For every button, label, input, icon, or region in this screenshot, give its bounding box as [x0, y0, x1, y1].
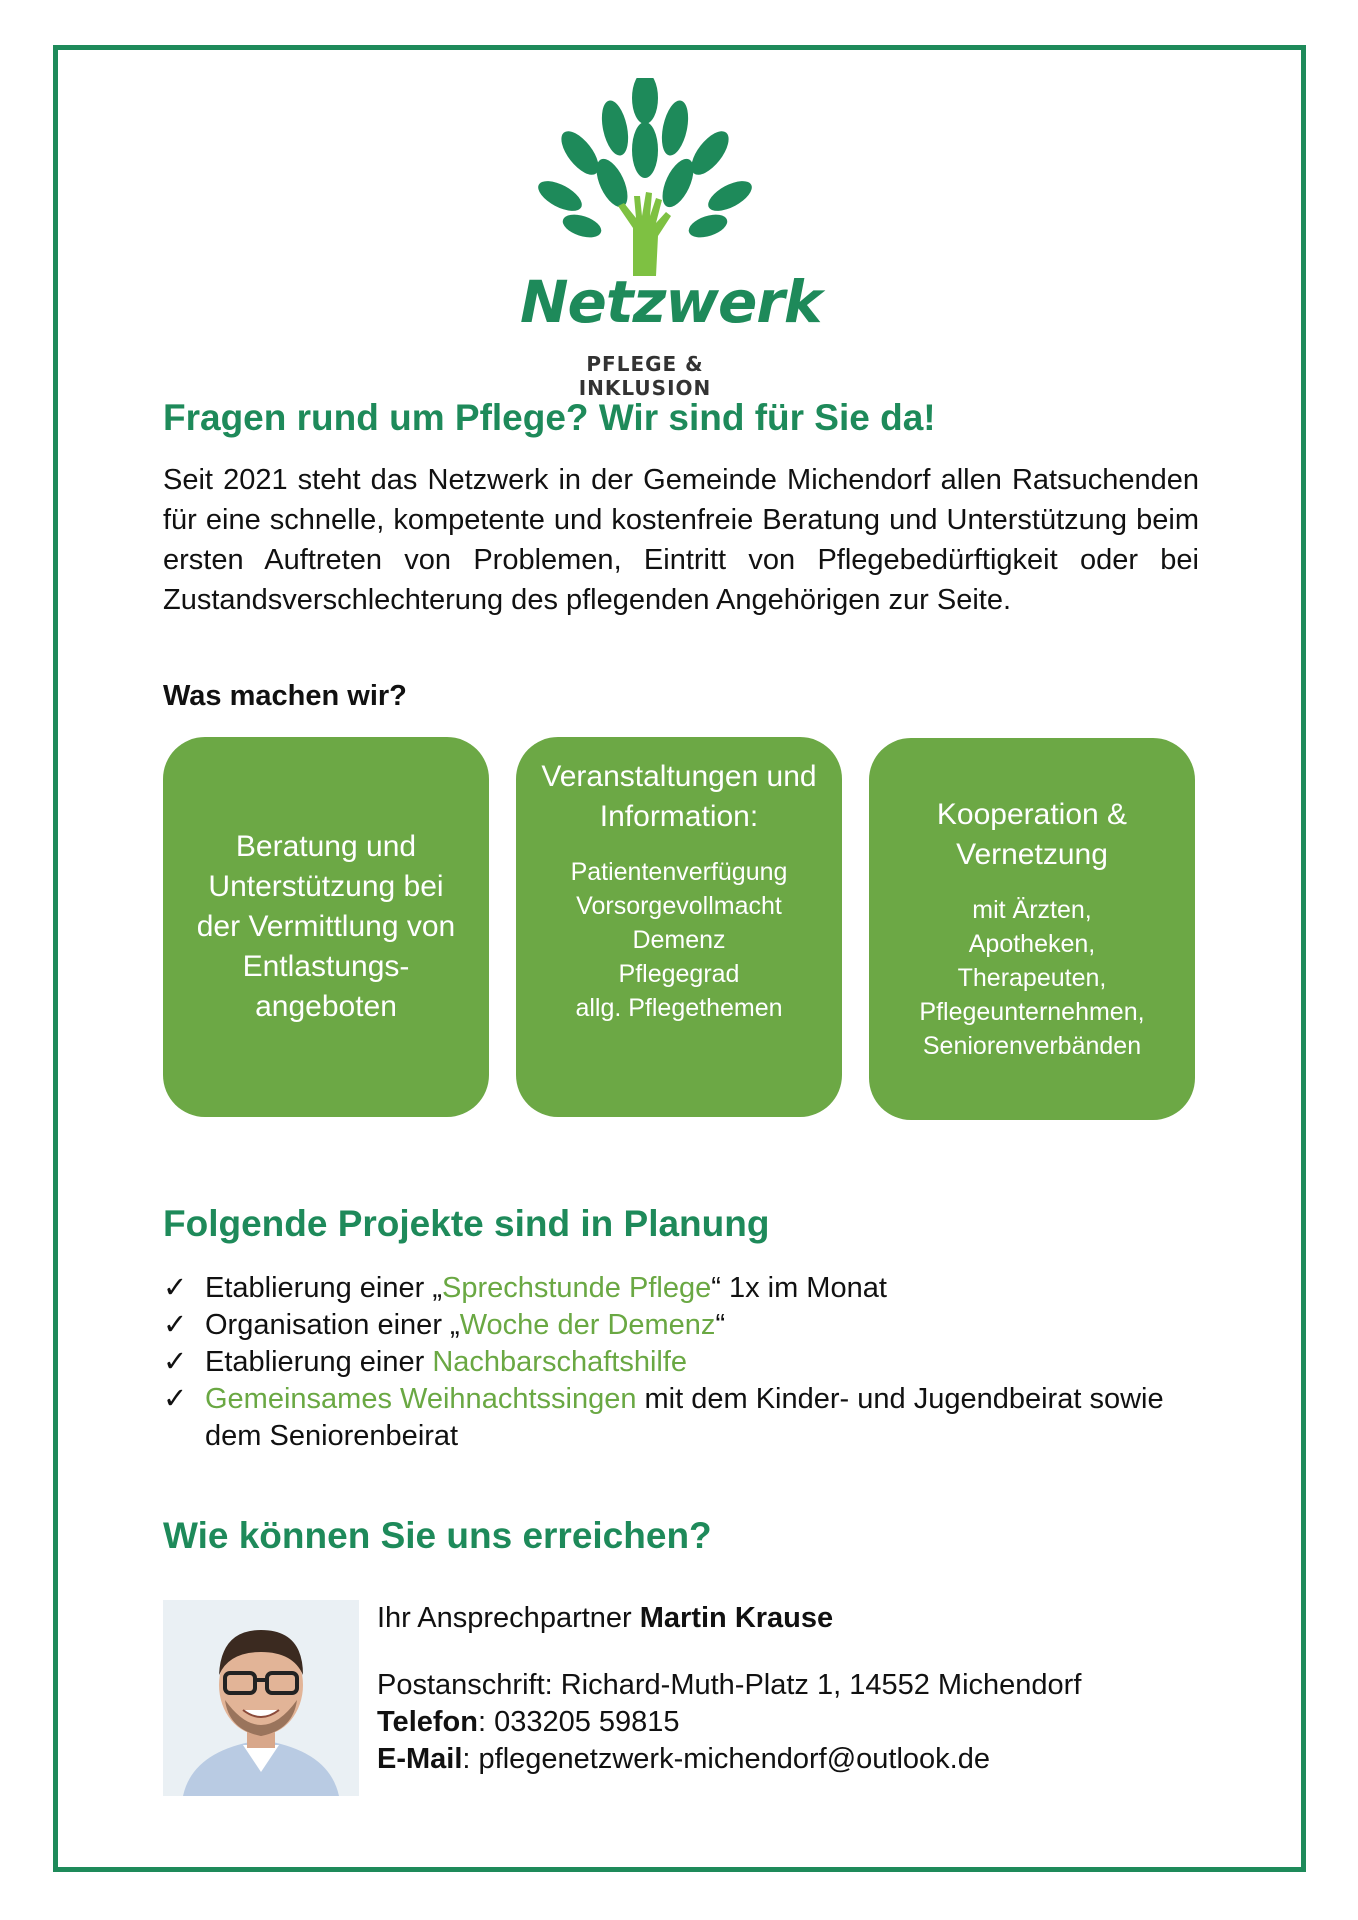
card-detail-line: Apotheken, — [968, 930, 1096, 958]
checkmark-icon: ✓ — [163, 1346, 188, 1378]
email-line[interactable]: E-Mail: pflegenetzwerk-michendorf@outlook.de — [377, 1743, 990, 1775]
card-title: Kooperation & Vernetzung — [936, 798, 1128, 871]
intro-heading: Fragen rund um Pflege? Wir sind für Sie da! — [163, 397, 936, 438]
service-card-events — [516, 737, 842, 1117]
card-title: Veranstaltungen und Information: — [541, 760, 817, 833]
intro-paragraph: Seit 2021 steht das Netzwerk in der Gemeinde Michendorf allen Ratsuchenden für eine schnelle, kompetente und kostenfreie Beratung und Unterstützung beim ersten Auftreten von Problemen, Eintritt von Pflegebedürftigkeit oder bei Zustandsverschlechterung des pflegenden Angehörigen zur Seite. — [163, 464, 1199, 616]
logo-subtitle: PFLEGE & INKLUSION — [578, 352, 712, 400]
contact-details — [377, 1600, 1081, 1778]
list-item: ✓ Etablierung einer „Sprechstunde Pflege“ 1x im Monat — [163, 1270, 1213, 1307]
checkmark-icon: ✓ — [163, 1383, 188, 1415]
card-detail-line: Therapeuten, — [957, 964, 1107, 992]
what-we-do-heading: Was machen wir? — [163, 680, 407, 712]
list-item: ✓ Organisation einer „Woche der Demenz“ — [163, 1307, 1213, 1344]
card-detail-line: Demenz — [632, 926, 726, 954]
service-card-counseling — [163, 737, 489, 1117]
card-detail-line: Pflegegrad — [618, 960, 740, 988]
contact-person-photo — [163, 1600, 359, 1796]
card-title: Beratung und Unterstützung bei der Vermittlung von Entlastungs-angeboten — [196, 830, 456, 1023]
card-detail-line: Vorsorgevollmacht — [576, 892, 782, 920]
card-detail-line: mit Ärzten, — [972, 896, 1092, 924]
card-detail-line: Patientenverfügung — [570, 858, 788, 886]
checkmark-icon: ✓ — [163, 1309, 188, 1341]
checkmark-icon: ✓ — [163, 1272, 188, 1304]
contact-person: Ihr Ansprechpartner Martin Krause — [377, 1602, 834, 1634]
projects-heading: Folgende Projekte sind in Planung — [163, 1203, 770, 1244]
phone-line: Telefon: 033205 59815 — [377, 1706, 680, 1738]
logo-wordmark: Netzwerk — [520, 268, 822, 336]
card-detail-line: allg. Pflegethemen — [575, 994, 783, 1022]
card-details — [571, 855, 788, 1025]
card-details — [919, 893, 1144, 1063]
list-item: ✓ Etablierung einer Nachbarschaftshilfe — [163, 1344, 1213, 1381]
projects-list — [163, 1270, 1213, 1455]
list-item: ✓ Gemeinsames Weihnachtssingen mit dem Kinder- und Jugendbeirat sowie dem Seniorenbeirat — [163, 1381, 1213, 1455]
service-card-cooperation — [869, 738, 1195, 1120]
card-detail-line: Pflegeunternehmen, — [919, 998, 1145, 1026]
postal-address: Postanschrift: Richard-Muth-Platz 1, 14552 Michendorf — [377, 1669, 1082, 1701]
contact-heading: Wie können Sie uns erreichen? — [163, 1515, 712, 1556]
card-detail-line: Seniorenverbänden — [922, 1032, 1142, 1060]
